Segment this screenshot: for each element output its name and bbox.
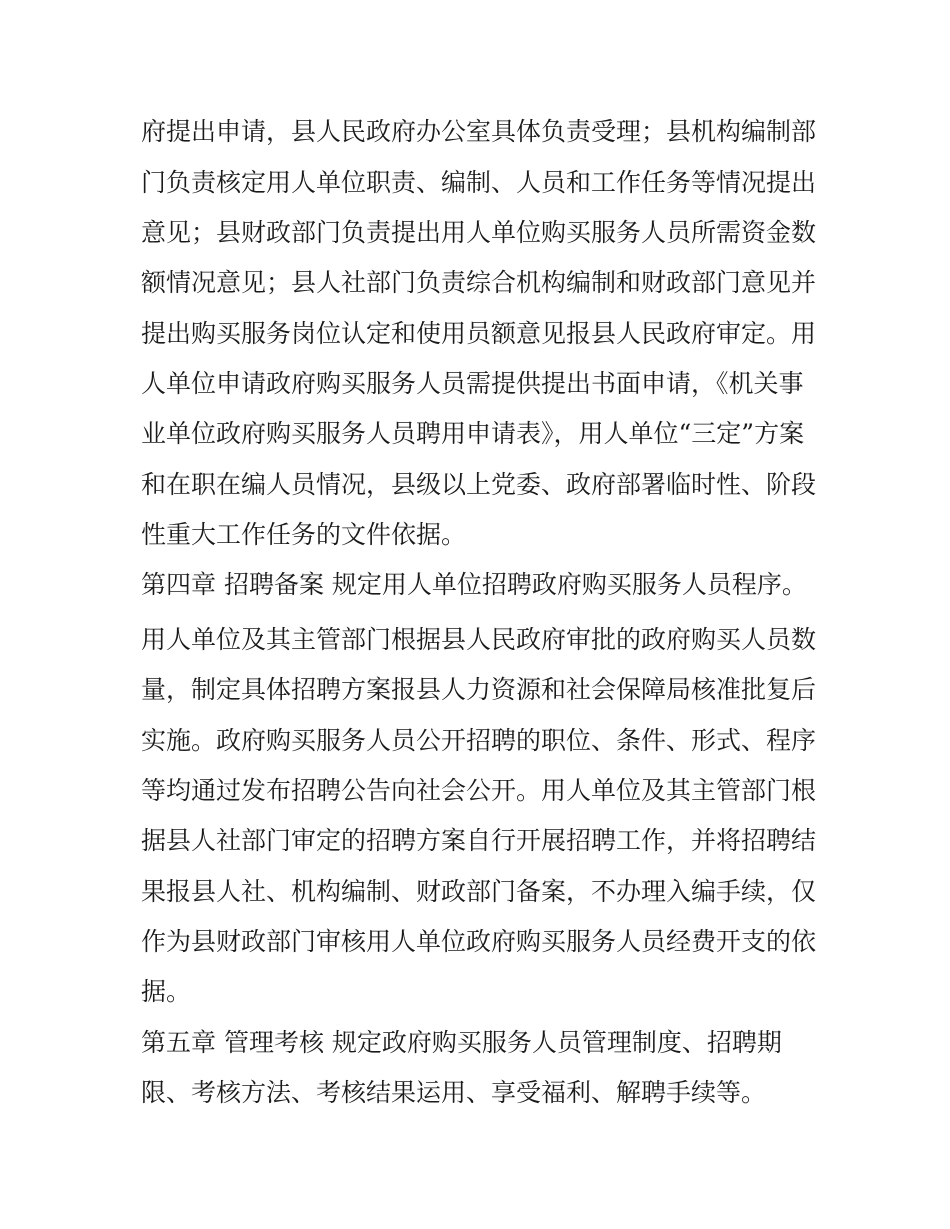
text-line: 和在职在编人员情况，县级以上党委、政府部署临时性、阶段 [141, 470, 817, 499]
text-line: 等均通过发布招聘公告向社会公开。用人单位及其主管部门根 [141, 776, 817, 805]
text-line: 业单位政府购买服务人员聘用申请表》，用人单位“三定”方案 [141, 419, 805, 448]
text-line: 用人单位及其主管部门根据县人民政府审批的政府购买人员数 [141, 625, 817, 654]
text-line: 府提出申请，县人民政府办公室具体负责受理；县机构编制部 [141, 117, 817, 146]
text-line: 限、考核方法、考核结果运用、享受福利、解聘手续等。 [141, 1078, 767, 1107]
text-line: 门负责核定用人单位职责、编制、人员和工作任务等情况提出 [141, 168, 817, 197]
text-line: 据。 [141, 977, 192, 1006]
chapter-heading-4: 第四章 招聘备案 规定用人单位招聘政府购买服务人员程序。 [141, 570, 807, 599]
text-line: 人单位申请政府购买服务人员需提供提出书面申请，《机关事 [141, 369, 804, 398]
text-line: 实施。政府购买服务人员公开招聘的职位、条件、形式、程序 [141, 726, 817, 755]
text-line: 果报县人社、机构编制、财政部门备案，不办理入编手续，仅 [141, 877, 817, 906]
chapter-heading-5: 第五章 管理考核 规定政府购买服务人员管理制度、招聘期 [141, 1028, 782, 1057]
text-line: 额情况意见；县人社部门负责综合机构编制和财政部门意见并 [141, 268, 817, 297]
text-line: 据县人社部门审定的招聘方案自行开展招聘工作，并将招聘结 [141, 826, 817, 855]
text-line: 作为县财政部门审核用人单位政府购买服务人员经费开支的依 [141, 927, 817, 956]
text-line: 性重大工作任务的文件依据。 [141, 520, 467, 549]
text-line: 意见；县财政部门负责提出用人单位购买服务人员所需资金数 [141, 218, 817, 247]
text-line: 提出购买服务岗位认定和使用员额意见报县人民政府审定。用 [141, 319, 817, 348]
text-line: 量，制定具体招聘方案报县人力资源和社会保障局核准批复后 [141, 675, 817, 704]
